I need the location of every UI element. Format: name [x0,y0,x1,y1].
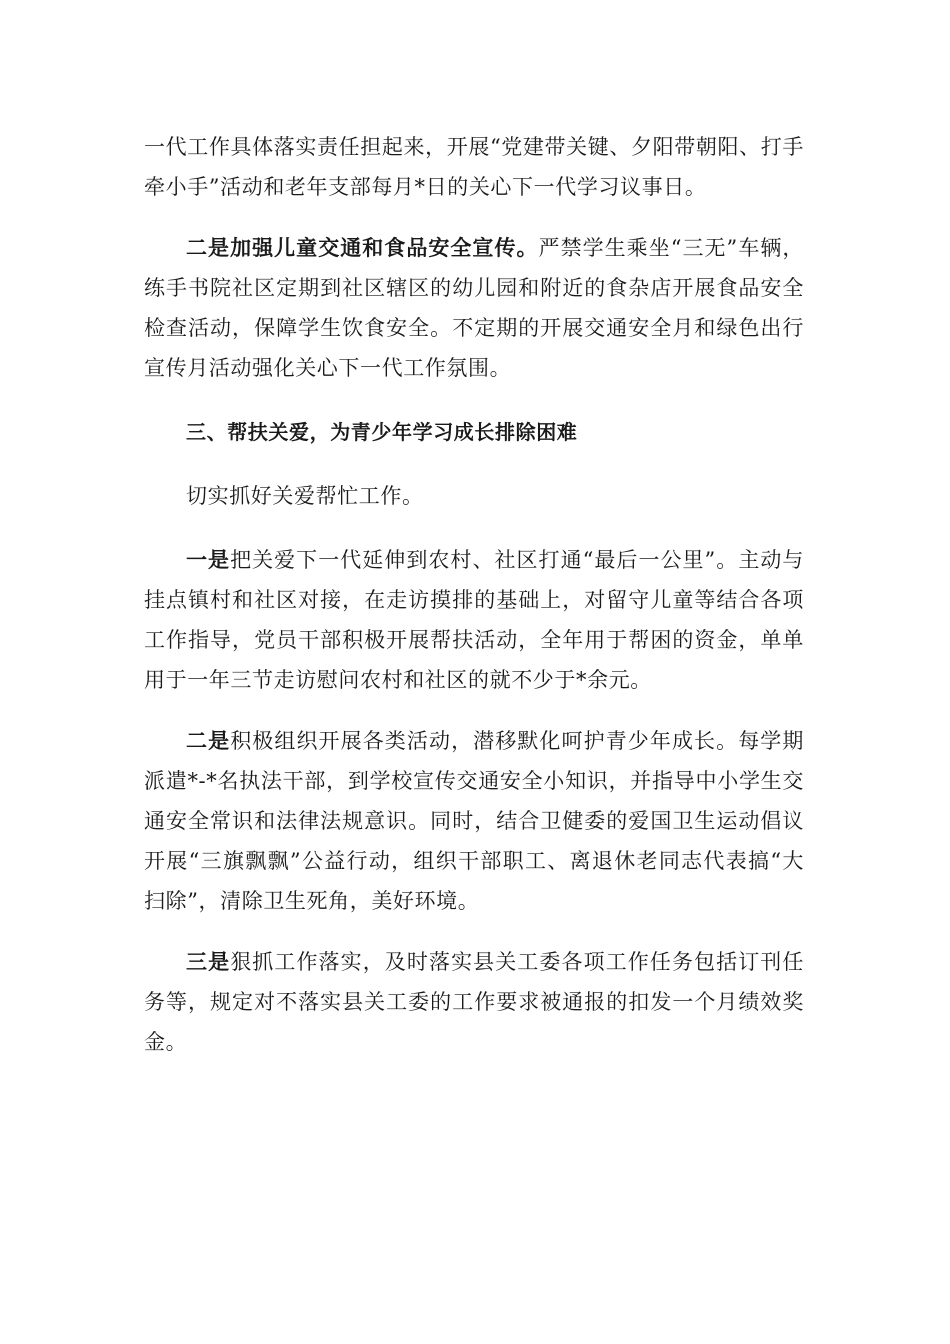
paragraph-text: 切实抓好关爱帮忙工作。 [186,484,424,508]
section-heading-3: 三、帮扶关爱，为青少年学习成长排除困难 [186,420,578,444]
paragraph-lead: 二是 [186,728,231,753]
paragraph-continuation [144,127,804,207]
paragraph-intro [144,476,804,516]
paragraph-lead: 二是加强儿童交通和食品安全宣传。 [186,235,539,260]
paragraph-text: 把关爱下一代延伸到农村、社区打通“最后一公里”。主动与挂点镇村和社区对接，在走访摸排的基础上，对留守儿童等结合各项工作指导，党员干部积极开展帮扶活动，全年用于帮困的资金，单单用于一年三节走访慰问农村和社区的就不少于*余元。 [144,548,805,692]
paragraph-text: 积极组织开展各类活动，潜移默化呵护青少年成长。每学期派遣*-*名执法干部，到学校宣传交通安全小知识，并指导中小学生交通安全常识和法律法规意识。同时，结合卫健委的爱国卫生运动倡议开展“三旗飘飘”公益行动，组织干部职工、离退休老同志代表搞“大扫除”，清除卫生死角，美好环境。 [144,729,804,913]
paragraph-lead: 三是 [186,949,231,974]
paragraph-text: 严禁学生乘坐“三无”车辆，练手书院社区定期到社区辖区的幼儿园和附近的食杂店开展食品安全检查活动，保障学生饮食安全。不定期的开展交通安全月和绿色出行宣传月活动强化关心下一代工作氛围。 [144,236,804,380]
paragraph-text: 狠抓工作落实，及时落实县关工委各项工作任务包括订刊任务等，规定对不落实县关工委的工作要求被通报的扣发一个月绩效奖金。 [144,950,804,1054]
paragraph-item-2 [144,721,804,921]
paragraph-text: 一代工作具体落实责任担起来，开展“党建带关键、夕阳带朝阳、打手牵小手”活动和老年支部每月*日的关心下一代学习议事日。 [144,135,804,199]
paragraph-item-3 [144,942,804,1062]
document-body [144,127,804,1062]
paragraph-lead: 一是 [186,547,231,572]
paragraph-traffic-food-safety [144,228,804,388]
paragraph-item-1 [144,540,804,700]
